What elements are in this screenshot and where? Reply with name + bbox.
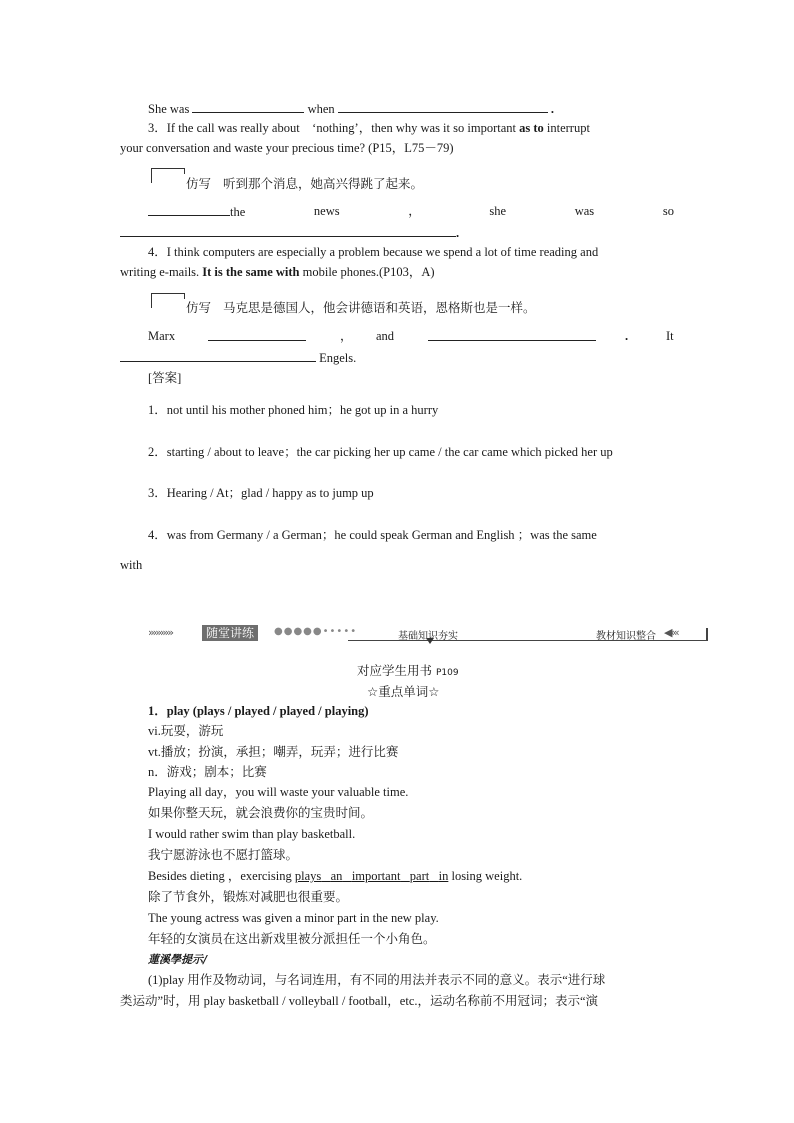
- blank-field[interactable]: [428, 328, 596, 341]
- fill-word: ，: [340, 329, 353, 343]
- imitate-box-icon: [151, 293, 184, 308]
- ex3-text: 3．If the call was really about ‘nothing’，then why was it so important: [148, 121, 520, 135]
- ex2-period: .: [550, 102, 555, 116]
- ex3-fill-line: [148, 203, 674, 220]
- ex4-text: writing e-mails.: [120, 265, 203, 279]
- banner-tab: 随堂讲练: [202, 625, 258, 641]
- banner-end-bar: [706, 628, 708, 641]
- blank-field[interactable]: [338, 100, 548, 113]
- ex4-text: mobile phones.(P103，A): [299, 265, 435, 279]
- example-text: losing weight.: [448, 869, 523, 883]
- entry-sense-2: vt.播放；扮演，承担；嘲弄，玩弄；进行比赛: [148, 745, 399, 759]
- fill-word: news: [313, 204, 340, 218]
- underlined-word: in: [438, 869, 449, 883]
- triangle-down-icon: [426, 638, 434, 644]
- ex2-text-b: when: [307, 102, 335, 116]
- entry-sense-1: vi.玩耍，游玩: [148, 724, 224, 738]
- fill-word: .: [625, 329, 629, 343]
- fill-word: so: [662, 204, 674, 218]
- imitate-label: 仿写: [186, 176, 212, 191]
- answer-2: 2．starting / about to leave；the car picking her up came / the car came which picked her up: [148, 445, 613, 459]
- answer-4: 4．was from Germany / a German；he could speak German and English ；was the same: [148, 528, 597, 542]
- blank-field[interactable]: [192, 100, 304, 113]
- tip-line-1: (1)play 用作及物动词，与名词连用，有不同的用法并表示不同的意义。表示“进行球: [148, 973, 606, 987]
- example-en: The young actress was given a minor part in the new play.: [148, 911, 439, 925]
- banner-center: 基础知识夯实: [398, 631, 458, 642]
- ex3-text: interrupt: [543, 121, 590, 135]
- tip-line-2: 类运动”时，用 play basketball / volleyball / football，etc.，运动名称前不用冠词；表示“演: [120, 994, 599, 1008]
- ex4-line1: 4．I think computers are especially a problem because we spend a lot of time reading and: [148, 245, 599, 259]
- entry-headword: 1．play (plays / played / played / playing): [148, 704, 369, 718]
- ex3-line1: [148, 120, 590, 136]
- ref-text: 对应学生用书: [357, 663, 436, 678]
- fill-word: ，: [408, 204, 421, 218]
- section-banner: [148, 625, 710, 643]
- example-en-underlined: [148, 868, 522, 884]
- ex3-line2: your conversation and waste your precious time? (P15，L75－79): [120, 141, 454, 155]
- underlined-word: an: [330, 869, 343, 883]
- fill-word: and: [376, 329, 395, 343]
- ex4-highlight: It is the same with: [202, 265, 300, 279]
- example-cn: 我宁愿游泳也不愿打篮球。: [148, 848, 299, 862]
- underlined-word: important: [351, 869, 401, 883]
- ex3-period: .: [456, 226, 460, 240]
- example-en: I would rather swim than play basketball.: [148, 827, 356, 841]
- ex4-imitate: [186, 298, 535, 316]
- dots-icon: ●●●●●•••••: [274, 626, 358, 637]
- ex4-fill-line2: [120, 349, 356, 366]
- fill-word: was: [574, 204, 595, 218]
- answer-3: 3．Hearing / At；glad / happy as to jump up: [148, 486, 374, 500]
- ex4-line2: [120, 264, 435, 280]
- answer-1: 1．not until his mother phoned him；he got up in a hurry: [148, 403, 439, 417]
- ex3-fill-line2: [120, 224, 459, 241]
- example-cn: 年轻的女演员在这出新戏里被分派担任一个小角色。: [148, 932, 436, 946]
- ex3-imitate: [186, 174, 423, 192]
- banner-right: 教材知识整合: [596, 631, 656, 642]
- underlined-word: part: [409, 869, 430, 883]
- answers-label: [答案]: [148, 371, 182, 385]
- answer-4-cont: with: [120, 558, 143, 572]
- fill-word: the: [230, 205, 246, 219]
- fill-word: It: [666, 329, 674, 343]
- tip-label: 蓮溪學提示/: [148, 953, 208, 966]
- underlined-word: plays: [294, 869, 322, 883]
- entry-sense-3: n．游戏；剧本；比赛: [148, 765, 267, 779]
- ref-page: P109: [435, 668, 459, 678]
- blank-field[interactable]: [120, 349, 316, 362]
- blank-field[interactable]: [148, 203, 230, 216]
- ex2-text-a: She was: [148, 102, 190, 116]
- imitate-prompt: 听到那个消息，她高兴得跳了起来。: [222, 176, 423, 191]
- example-cn: 除了节食外，锻炼对减肥也很重要。: [148, 890, 349, 904]
- imitate-box-icon: [151, 168, 184, 183]
- example-cn: 如果你整天玩，就会浪费你的宝贵时间。: [148, 806, 374, 820]
- fill-word: she: [489, 204, 507, 218]
- book-reference: [357, 661, 459, 679]
- fill-word: Marx: [148, 329, 176, 343]
- ex2-answer-line: [148, 100, 554, 117]
- chevrons-right-icon: ››››››››››: [148, 626, 172, 639]
- blank-field[interactable]: [208, 328, 306, 341]
- imitate-label: 仿写: [186, 300, 212, 315]
- blank-field[interactable]: [120, 224, 456, 237]
- imitate-prompt: 马克思是德国人，他会讲德语和英语，恩格斯也是一样。: [222, 300, 536, 315]
- fill-word: Engels.: [319, 351, 357, 365]
- example-text: Besides dieting ，exercising: [148, 869, 295, 883]
- example-en: Playing all day，you will waste your valuable time.: [148, 785, 409, 799]
- ex3-highlight: as to: [519, 121, 544, 135]
- chevrons-left-icon: ◀‹‹‹: [664, 626, 678, 639]
- section-title: ☆重点单词☆: [367, 684, 440, 699]
